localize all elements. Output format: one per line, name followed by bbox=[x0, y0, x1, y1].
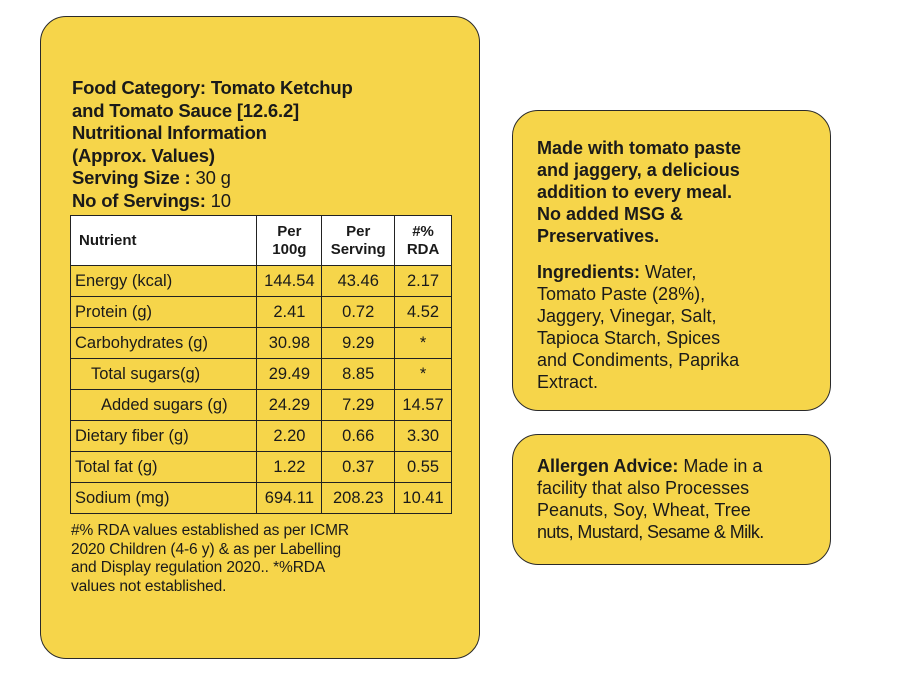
allergen-line: facility that also Processes bbox=[537, 478, 750, 498]
serving-size-value: 30 g bbox=[195, 167, 231, 188]
value-rda: * bbox=[395, 328, 452, 359]
ingredients-line: Tomato Paste (28%), bbox=[537, 284, 706, 304]
header-per-serving bbox=[322, 216, 395, 266]
value-per-100g: 694.11 bbox=[257, 483, 322, 514]
footnote-line: #% RDA values established as per ICMR bbox=[71, 522, 350, 539]
description-line: No added MSG & bbox=[537, 204, 684, 224]
nutrient-name: Energy (kcal) bbox=[71, 266, 257, 297]
header-rda-line1: #% bbox=[412, 222, 434, 240]
table-row bbox=[71, 359, 452, 390]
nutrient-name: Carbohydrates (g) bbox=[71, 328, 257, 359]
allergen-line: Peanuts, Soy, Wheat, Tree bbox=[537, 500, 751, 520]
table-row bbox=[71, 390, 452, 421]
table-row bbox=[71, 421, 452, 452]
allergen-line: nuts, Mustard, Sesame & Milk. bbox=[537, 522, 764, 542]
value-per-100g: 2.41 bbox=[257, 297, 322, 328]
value-rda: 0.55 bbox=[395, 452, 452, 483]
nutrition-header bbox=[72, 77, 472, 212]
header-per-serving-line1: Per bbox=[346, 222, 371, 240]
value-per-serving: 8.85 bbox=[322, 359, 395, 390]
header-nutrient: Nutrient bbox=[71, 216, 257, 266]
product-description bbox=[537, 137, 822, 247]
value-rda: 10.41 bbox=[395, 483, 452, 514]
nutrition-table bbox=[70, 215, 452, 514]
description-line: addition to every meal. bbox=[537, 182, 733, 202]
description-line: Preservatives. bbox=[537, 226, 660, 246]
nutrient-name: Total fat (g) bbox=[71, 452, 257, 483]
table-row bbox=[71, 452, 452, 483]
servings-count bbox=[72, 190, 472, 213]
table-row bbox=[71, 297, 452, 328]
description-line: Made with tomato paste bbox=[537, 138, 742, 158]
value-rda: 4.52 bbox=[395, 297, 452, 328]
value-per-serving: 0.66 bbox=[322, 421, 395, 452]
footnote-line: and Display regulation 2020.. *%RDA bbox=[71, 559, 326, 576]
nutrient-name: Sodium (mg) bbox=[71, 483, 257, 514]
nutritional-info-title: Nutritional Information bbox=[72, 122, 267, 143]
table-row bbox=[71, 328, 452, 359]
value-rda: 3.30 bbox=[395, 421, 452, 452]
header-per-100g-line2: 100g bbox=[272, 240, 307, 258]
ingredients-line: Extract. bbox=[537, 372, 599, 392]
ingredients-list bbox=[537, 261, 822, 393]
description-panel bbox=[512, 110, 831, 411]
description-line: and jaggery, a delicious bbox=[537, 160, 740, 180]
food-category-line-1: Food Category: Tomato Ketchup bbox=[72, 77, 353, 98]
nutrient-name: Added sugars (g) bbox=[71, 390, 257, 421]
header-per-100g bbox=[257, 216, 322, 266]
footnote-line: 2020 Children (4-6 y) & as per Labelling bbox=[71, 540, 341, 558]
value-rda: 14.57 bbox=[395, 390, 452, 421]
value-rda: * bbox=[395, 359, 452, 390]
ingredients-line: and Condiments, Paprika bbox=[537, 350, 740, 370]
footnote-line: values not established. bbox=[71, 577, 227, 595]
value-per-100g: 30.98 bbox=[257, 328, 322, 359]
value-per-100g: 144.54 bbox=[257, 266, 322, 297]
value-rda: 2.17 bbox=[395, 266, 452, 297]
value-per-100g: 24.29 bbox=[257, 390, 322, 421]
ingredients-line bbox=[537, 261, 822, 283]
allergen-line bbox=[537, 455, 827, 477]
header-rda bbox=[395, 216, 452, 266]
ingredients-line: Jaggery, Vinegar, Salt, bbox=[537, 306, 717, 326]
ingredients-text: Water, bbox=[645, 262, 697, 282]
header-rda-line2: RDA bbox=[406, 240, 440, 258]
allergen-advice bbox=[537, 455, 827, 543]
value-per-serving: 43.46 bbox=[322, 266, 395, 297]
table-row bbox=[71, 483, 452, 514]
header-per-serving-line2: Serving bbox=[330, 240, 386, 258]
allergen-panel bbox=[512, 434, 831, 565]
nutrient-name: Dietary fiber (g) bbox=[71, 421, 257, 452]
nutrient-name: Protein (g) bbox=[71, 297, 257, 328]
nutrition-panel bbox=[40, 16, 480, 659]
rda-footnote bbox=[71, 522, 466, 596]
value-per-100g: 2.20 bbox=[257, 421, 322, 452]
serving-size-label: Serving Size : bbox=[72, 167, 191, 188]
allergen-label: Allergen Advice: bbox=[537, 456, 679, 476]
value-per-serving: 0.37 bbox=[322, 452, 395, 483]
ingredients-line: Tapioca Starch, Spices bbox=[537, 328, 721, 348]
value-per-serving: 0.72 bbox=[322, 297, 395, 328]
header-per-100g-line1: Per bbox=[277, 222, 302, 240]
nutrient-name: Total sugars(g) bbox=[71, 359, 257, 390]
table-row bbox=[71, 266, 452, 297]
value-per-100g: 1.22 bbox=[257, 452, 322, 483]
table-header-row bbox=[71, 216, 452, 266]
value-per-serving: 7.29 bbox=[322, 390, 395, 421]
value-per-serving: 208.23 bbox=[322, 483, 395, 514]
food-category-line-2: and Tomato Sauce [12.6.2] bbox=[72, 99, 299, 121]
value-per-serving: 9.29 bbox=[322, 328, 395, 359]
servings-label: No of Servings: bbox=[72, 189, 206, 211]
value-per-100g: 29.49 bbox=[257, 359, 322, 390]
serving-size bbox=[72, 167, 472, 190]
allergen-text: Made in a bbox=[683, 456, 763, 476]
servings-value: 10 bbox=[210, 189, 231, 211]
approx-values-note: (Approx. Values) bbox=[72, 144, 215, 166]
ingredients-label: Ingredients: bbox=[537, 262, 641, 282]
